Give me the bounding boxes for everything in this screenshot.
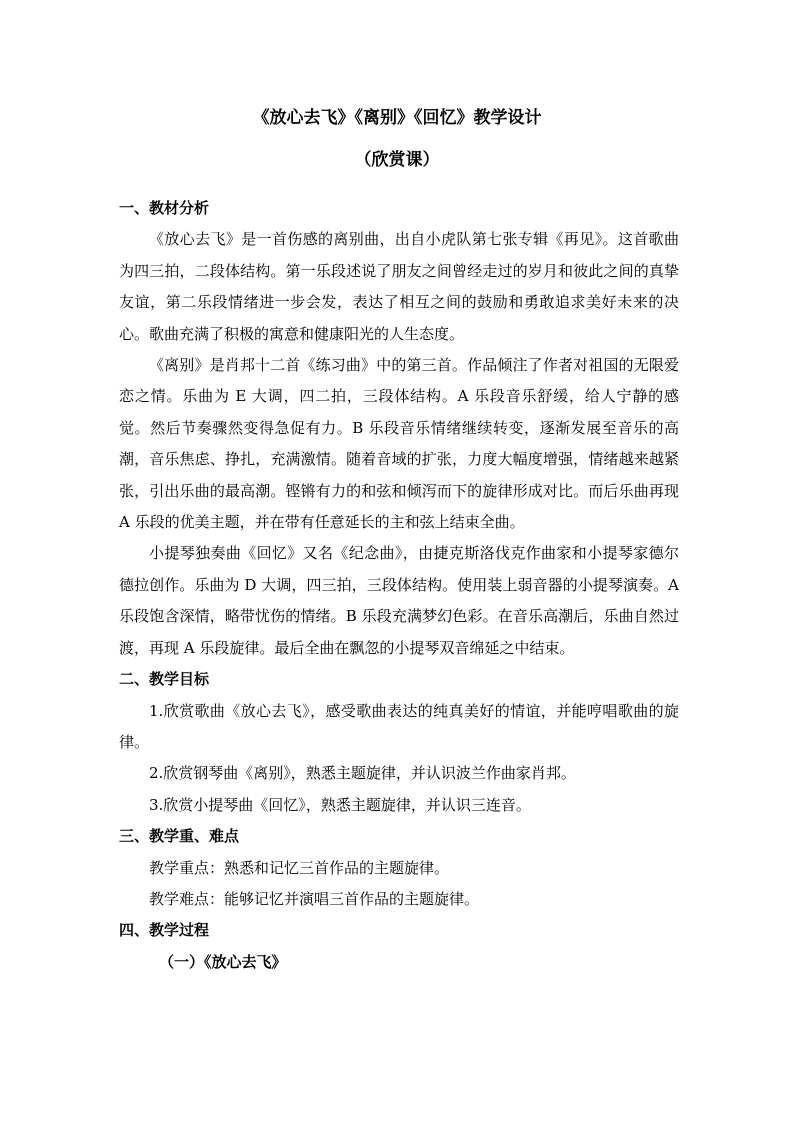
paragraph-piano-analysis: 《离别》是肖邦十二首《练习曲》中的第三首。作品倾注了作者对祖国的无限爱恋之情。乐曲为 E 大调，四二拍，三段体结构。A 乐段音乐舒缓，给人宁静的感觉。然后节奏骤然变得急促有力。B 乐段音乐情绪继续转变，逐渐发展至音乐的高潮，音乐焦虑、挣扎，充满激情。随着音域的扩张，力度大幅度增强，情绪越来越紧张，引出乐曲的最高潮。铿锵有力的和弦和倾泻而下的旋律形成对比。而后乐曲再现 A 乐段的优美主题，并在带有任意延长的主和弦上结束全曲。 (119, 356, 679, 532)
section-heading-focus: 三、教学重、难点 (119, 827, 240, 846)
goal-item-3: 3.欣赏小提琴曲《回忆》，熟悉主题旋律，并认识三连音。 (149, 795, 531, 814)
paragraph-violin-analysis: 小提琴独奏曲《回忆》又名《纪念曲》，由捷克斯洛伐克作曲家和小提琴家德尔德拉创作。乐曲为 D 大调，四三拍，三段体结构。使用装上弱音器的小提琴演奏。A 乐段饱含深情，略带忧伤的情绪。B 乐段充满梦幻色彩。在音乐高潮后，乐曲自然过渡，再现 A 乐段旋律。最后全曲在飘忽的小提琴双音绵延之中结束。 (119, 544, 679, 657)
document-title: 《放心去飞》《离别》《回忆》教学设计 (252, 108, 542, 128)
section-heading-goals: 二、教学目标 (119, 670, 210, 689)
goal-item-1: 1.欣赏歌曲《放心去飞》，感受歌曲表达的纯真美好的情谊，并能哼唱歌曲的旋律。 (119, 701, 679, 751)
process-subheading-1: （一）《放心去飞》 (159, 952, 287, 971)
section-heading-analysis: 一、教材分析 (119, 199, 210, 217)
focus-key-point: 教学重点：熟悉和记忆三首作品的主题旋律。 (149, 858, 450, 877)
section-heading-process: 四、教学过程 (119, 921, 210, 940)
goal-item-2: 2.欣赏钢琴曲《离别》，熟悉主题旋律，并认识波兰作曲家肖邦。 (149, 764, 576, 783)
document-body (119, 193, 679, 978)
document-subtitle: （欣赏课） (354, 150, 440, 170)
paragraph-song-analysis: 《放心去飞》是一首伤感的离别曲，出自小虎队第七张专辑《再见》。这首歌曲为四三拍，二段体结构。第一乐段述说了朋友之间曾经走过的岁月和彼此之间的真挚友谊，第二乐段情绪进一步会发，表达了相互之间的鼓励和勇敢追求美好未来的决心。歌曲充满了积极的寓意和健康阳光的人生态度。 (119, 230, 679, 343)
focus-difficulty: 教学难点：能够记忆并演唱三首作品的主题旋律。 (149, 889, 480, 908)
